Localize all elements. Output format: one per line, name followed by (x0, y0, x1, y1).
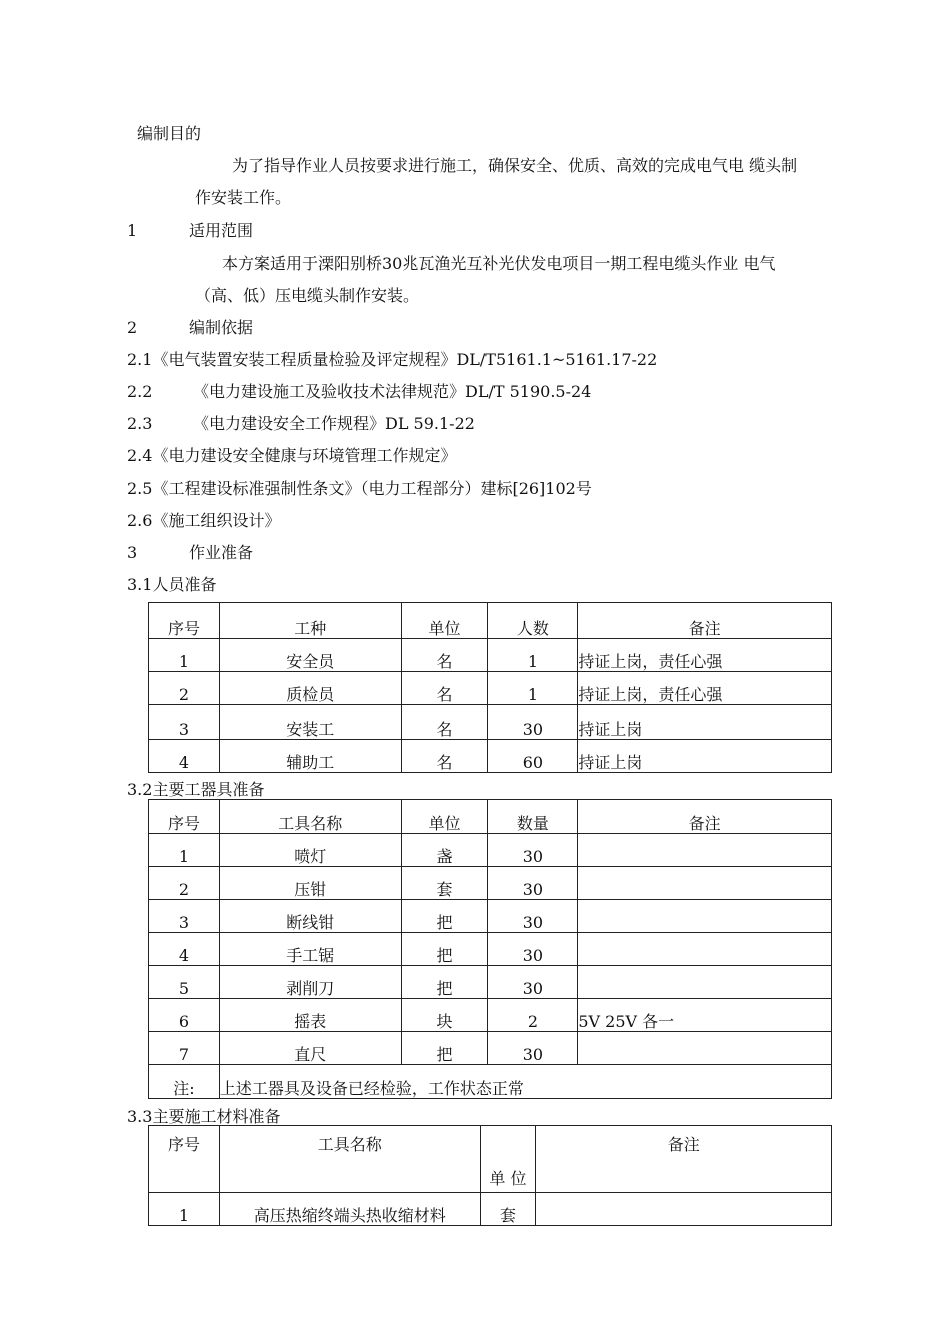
table-cell: 质检员 (219, 672, 401, 705)
table-row (149, 867, 832, 900)
reference-text: 《电力建设安全健康与环境管理工作规定》 (152, 446, 457, 465)
table-cell: 4 (149, 740, 220, 773)
table-note-row (149, 1065, 832, 1099)
header-cell: 单位 (401, 603, 488, 639)
table-cell: 6 (149, 999, 220, 1032)
table-cell: 7 (149, 1032, 220, 1065)
table-cell: 断线钳 (219, 900, 401, 933)
table-row (149, 1032, 832, 1065)
table-cell: 名 (401, 672, 488, 705)
reference-item (127, 479, 592, 499)
table-row (149, 834, 832, 867)
table-cell (578, 834, 832, 867)
reference-item (127, 382, 591, 402)
tools-table (148, 799, 832, 1099)
reference-number: 2.4 (127, 446, 153, 465)
table-cell: 剥削刀 (219, 966, 401, 999)
reference-number: 2.2 (127, 382, 153, 401)
header-cell: 备注 (578, 603, 832, 639)
header-cell: 工具名称 (219, 800, 401, 834)
reference-item (127, 414, 475, 434)
personnel-table-title: 3.1人员准备 (127, 575, 217, 594)
table-cell (578, 900, 832, 933)
reference-number: 2.3 (127, 414, 153, 433)
header-cell: 序号 (149, 1126, 220, 1193)
table-cell: 1 (149, 834, 220, 867)
table-cell: 60 (488, 740, 578, 773)
table-cell: 辅助工 (219, 740, 401, 773)
reference-number: 2.5 (127, 479, 153, 498)
table-cell: 把 (401, 900, 488, 933)
table-cell (578, 1032, 832, 1065)
table-cell: 套 (480, 1193, 536, 1226)
purpose-paragraph-line-1: 为了指导作业人员按要求进行施工，确保安全、优质、高效的完成电气电 缆头制 (232, 156, 798, 175)
table-cell: 2 (149, 867, 220, 900)
header-cell: 工具名称 (219, 1126, 480, 1193)
table-cell: 5 (149, 966, 220, 999)
table-cell: 30 (488, 933, 578, 966)
table-cell: 把 (401, 933, 488, 966)
table-cell: 安装工 (219, 705, 401, 740)
table-cell: 名 (401, 705, 488, 740)
table-cell: 30 (488, 867, 578, 900)
section-3-number: 3 (127, 543, 138, 562)
table-cell: 安全员 (219, 639, 401, 672)
reference-item (127, 511, 280, 531)
scope-paragraph-line-1: 本方案适用于溧阳别桥30兆瓦渔光互补光伏发电项目一期工程电缆头作业 电气 (222, 254, 776, 273)
table-row (149, 740, 832, 773)
table-cell: 套 (401, 867, 488, 900)
table-cell: 高压热缩终端头热收缩材料 (219, 1193, 480, 1226)
purpose-paragraph-line-2: 作安装工作。 (195, 188, 292, 207)
reference-text: 《电力建设安全工作规程》DL 59.1-22 (193, 414, 475, 433)
table-cell: 4 (149, 933, 220, 966)
table-cell: 2 (488, 999, 578, 1032)
table-cell: 30 (488, 705, 578, 740)
table-cell (578, 867, 832, 900)
materials-table (148, 1125, 832, 1226)
section-1-number: 1 (127, 221, 138, 240)
table-cell (578, 966, 832, 999)
header-cell: 工种 (219, 603, 401, 639)
section-1-title: 适用范围 (189, 221, 254, 240)
reference-text: 《施工组织设计》 (152, 511, 281, 530)
header-cell: 备注 (578, 800, 832, 834)
table-header-row (149, 800, 832, 834)
header-cell: 序号 (149, 800, 220, 834)
table-cell: 把 (401, 1032, 488, 1065)
table-cell: 持证上岗 (578, 740, 832, 773)
table-row (149, 900, 832, 933)
section-2-number: 2 (127, 318, 138, 337)
section-3-title: 作业准备 (189, 543, 254, 562)
table-cell: 持证上岗，责任心强 (578, 639, 832, 672)
table-header-row (149, 603, 832, 639)
table-cell: 盏 (401, 834, 488, 867)
table-cell: 持证上岗，责任心强 (578, 672, 832, 705)
table-cell: 块 (401, 999, 488, 1032)
table-cell: 把 (401, 966, 488, 999)
table-cell: 30 (488, 966, 578, 999)
table-cell (536, 1193, 832, 1226)
table-cell: 1 (149, 639, 220, 672)
table-cell: 名 (401, 740, 488, 773)
note-label: 注: (149, 1065, 220, 1099)
table-cell (578, 933, 832, 966)
header-cell: 数量 (488, 800, 578, 834)
table-cell: 持证上岗 (578, 705, 832, 740)
materials-table-title: 3.3主要施工材料准备 (127, 1107, 281, 1126)
table-cell: 30 (488, 1032, 578, 1065)
reference-number: 2.1 (127, 350, 153, 369)
header-cell: 备注 (536, 1126, 832, 1193)
table-cell: 30 (488, 834, 578, 867)
reference-item (127, 350, 657, 370)
reference-number: 2.6 (127, 511, 153, 530)
table-cell: 1 (488, 672, 578, 705)
reference-text: 《电力建设施工及验收技术法律规范》DL/T 5190.5-24 (193, 382, 592, 401)
table-cell: 喷灯 (219, 834, 401, 867)
table-cell: 3 (149, 705, 220, 740)
table-row (149, 639, 832, 672)
header-cell: 人数 (488, 603, 578, 639)
table-cell: 摇表 (219, 999, 401, 1032)
scope-paragraph-line-2: （高、低）压电缆头制作安装。 (195, 286, 420, 305)
table-cell: 1 (488, 639, 578, 672)
table-row (149, 999, 832, 1032)
tools-table-title: 3.2主要工器具准备 (127, 780, 265, 799)
reference-text: 《工程建设标准强制性条文》（电力工程部分）建标[26]102号 (152, 479, 592, 498)
table-cell: 3 (149, 900, 220, 933)
table-cell: 30 (488, 900, 578, 933)
table-cell: 直尺 (219, 1032, 401, 1065)
note-text: 上述工器具及设备已经检验，工作状态正常 (219, 1065, 831, 1099)
table-row (149, 1193, 832, 1226)
personnel-table (148, 602, 832, 773)
table-cell: 1 (149, 1193, 220, 1226)
purpose-heading: 编制目的 (137, 124, 202, 143)
table-cell: 5V 25V 各一 (578, 999, 832, 1032)
table-row (149, 705, 832, 740)
reference-text: 《电气装置安装工程质量检验及评定规程》DL/T5161.1~5161.17-22 (152, 350, 658, 369)
table-cell: 压钳 (219, 867, 401, 900)
header-cell: 序号 (149, 603, 220, 639)
table-header-row (149, 1126, 832, 1193)
table-row (149, 966, 832, 999)
table-row (149, 933, 832, 966)
reference-item (127, 446, 456, 466)
table-row (149, 672, 832, 705)
table-cell: 手工锯 (219, 933, 401, 966)
table-cell: 名 (401, 639, 488, 672)
header-cell: 单位 (401, 800, 488, 834)
header-cell: 单 位 (480, 1126, 536, 1193)
section-2-title: 编制依据 (189, 318, 254, 337)
table-cell: 2 (149, 672, 220, 705)
